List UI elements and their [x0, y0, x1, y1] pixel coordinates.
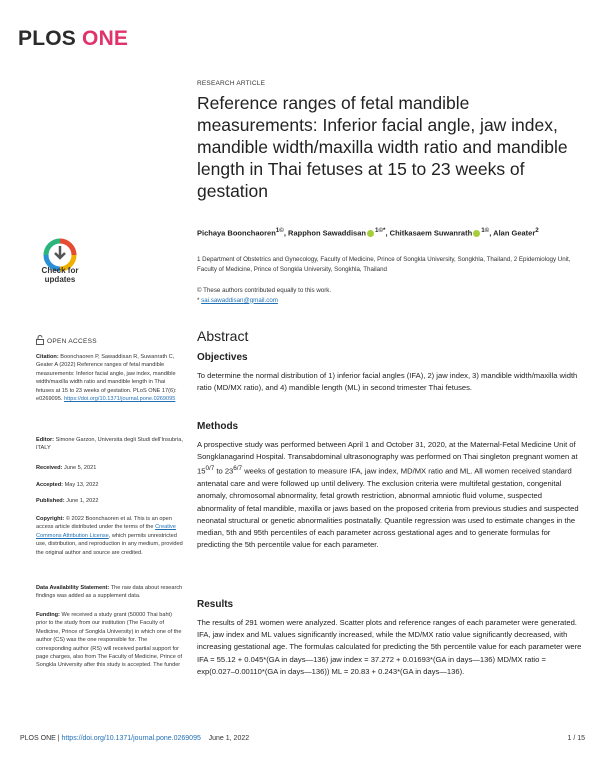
orcid-icon[interactable]	[367, 230, 374, 237]
citation-label: Citation:	[36, 354, 59, 360]
check-updates-label[interactable]	[34, 266, 86, 284]
data-availability-block	[36, 584, 184, 601]
orcid-icon[interactable]	[473, 230, 480, 237]
data-availability-label: Data Availability Statement:	[36, 585, 110, 591]
published-date: June 1, 2022	[66, 498, 99, 504]
page-footer	[20, 735, 585, 742]
author-affil-marker: 1©	[481, 227, 490, 234]
objectives-text: To determine the normal distribution of 1) inferior facial angles (IFA), 2) jaw index, 3) mandible width/maxilla width ratio (MD/MX ratio), and 4) mandible length (ML) in second trimester Thai fetuses.	[197, 371, 578, 393]
footer-journal: PLOS ONE	[20, 735, 56, 742]
open-access-label: OPEN ACCESS	[47, 338, 97, 345]
affiliations: 1 Department of Obstetrics and Gynecology, Faculty of Medicine, Prince of Songkla University, Songkhla, Thailand, 2 Epidemiology Unit, Faculty of Medicine, Prince of Songkla University, Songkhla, Thailand	[197, 256, 571, 273]
email-marker: *	[197, 296, 202, 304]
abstract-heading: Abstract	[197, 328, 249, 344]
open-lock-icon	[36, 335, 44, 345]
license-link[interactable]: Creative Commons Attribution License	[36, 524, 176, 539]
gestation-end-fraction: 6/7	[233, 465, 243, 473]
published-block	[36, 497, 184, 505]
editor-label: Editor:	[36, 437, 55, 443]
funding-block	[36, 611, 184, 670]
accepted-label: Accepted:	[36, 482, 64, 488]
citation-block	[36, 353, 184, 403]
author-name: , Chitkasaem Suwanrath	[385, 228, 473, 238]
methods-text-part1: A prospective study was performed between April 1 and October 31, 2020, at the Maternal-Fetal Medicine Unit of Songklanagarind Hospital. Transabdominal ultrasonography was performed on Thai singleton pregnant women at 15	[197, 440, 578, 476]
editor-text: Simone Garzon, Universita degli Studi dell'Insubria, ITALY	[36, 437, 183, 452]
author-affil-marker: 1©*	[374, 227, 386, 234]
funding-label: Funding:	[36, 612, 60, 618]
logo-plos: PLOS	[18, 27, 76, 50]
journal-logo[interactable]	[18, 27, 128, 51]
page-number: 1 / 15	[567, 735, 585, 742]
author-name: , Rapphon Sawaddisan	[283, 228, 366, 238]
methods-text	[197, 439, 582, 551]
results-text: The results of 291 women were analyzed. Scatter plots and reference ranges of each parameter were generated. IFA, jaw index and ML values significantly increased, while the MD/MX ratio value significantly decreased, with increasing gestational age. The formulas calculated for predicting the 5th percentile value for each parameter were IFA = 55.12 + 0.045*(GA in days—136) jaw index = 37.272 + 0.01693*(GA in days—136) MD/MX ratio = exp(0.027–0.00110*(GA in days—136)) ML = 20.83 + 0.243*(GA in days—136).	[197, 618, 582, 676]
gestation-start-fraction: 0/7	[205, 465, 215, 473]
article-type: RESEARCH ARTICLE	[197, 80, 266, 87]
copyright-block	[36, 515, 184, 557]
author-name: , Alan Geater	[489, 228, 536, 238]
check-updates-line2: updates	[44, 275, 76, 284]
editor-block	[36, 436, 184, 453]
logo-one: ONE	[82, 27, 129, 50]
methods-heading: Methods	[197, 421, 239, 432]
footer-doi-link[interactable]: https://doi.org/10.1371/journal.pone.0269095	[61, 735, 201, 742]
published-label: Published:	[36, 498, 65, 504]
author-affil-marker: 2	[535, 227, 539, 234]
copyright-text: © 2022 Boonchaoren et al. This is an open access article distributed under the terms of the	[36, 516, 172, 531]
methods-text-part2: to 23	[214, 466, 234, 476]
funding-text: We received a study grant (50000 Thai baht) prior to the study from our institution (The Faculty of Medicine, Prince of Songkla University) in which one of the author (CS) was the one responsible for. The corresponding author (RS) will received partial support for page charges, also from The Faculty of Medicine, Prince of Songkla University after this study is accepted. The funder	[36, 612, 183, 669]
received-date: June 5, 2021	[64, 465, 97, 471]
citation-doi-link[interactable]: https://doi.org/10.1371/journal.pone.0269095	[64, 396, 176, 403]
accepted-date: May 13, 2022	[64, 482, 99, 488]
received-block	[36, 464, 184, 472]
equal-contribution-note: © These authors contributed equally to this work.	[197, 287, 332, 294]
footer-date: June 1, 2022	[208, 735, 250, 742]
author-name: Pichaya Boonchaoren	[197, 228, 276, 238]
author-list	[197, 225, 577, 239]
footer-separator: |	[55, 735, 62, 742]
data-availability-text: The raw data about research findings was added as a supplement data.	[36, 585, 183, 600]
article-title: Reference ranges of fetal mandible measurements: Inferior facial angle, jaw index, mandible width/maxilla width ratio and mandible length in Thai fetuses at 15 to 23 weeks of gestation	[197, 93, 568, 201]
author-notes	[197, 286, 577, 305]
methods-text-part3: weeks of gestation to measure IFA, jaw index, MD/MX ratio and ML. All women received standard antenatal care and were followed up until delivery. The exclusion criteria were multifetal gestation, congenital anomaly, chromosomal abnormality, fetal growth restriction, abnormal amniotic fluid volume, suspected abnormality of fetal mandible, maxilla or jaws based on the proposed criteria from previous studies and suspected neonatal structural or genetic abnormalities postnatally. Quantile regression was used to estimate changes in the median, 5th and 95th percentiles of each parameter across gestational ages and to generate formulas for predicting the 5th percentile value for each parameter.	[197, 466, 579, 550]
corresponding-email-link[interactable]: sai.sawaddisan@gmail.com	[201, 296, 278, 304]
corresponding-email-line	[197, 296, 577, 306]
citation-text: Boonchaoren P, Sawaddisan R, Suwanrath C, Geater A (2022) Reference ranges of fetal mandible measurements: Inferior facial angle, jaw index, mandible width/maxilla width ratio and mandible length in Thai fetuses at 15 to 23 weeks of gestation. PLoS ONE 17(6): e0269095.	[36, 354, 177, 403]
accepted-block	[36, 481, 184, 489]
author-affil-marker: 1©	[275, 227, 284, 234]
copyright-text-continued: , which permits unrestricted use, distribution, and reproduction in any medium, provided the original author and source are credited.	[36, 532, 183, 556]
received-label: Received:	[36, 465, 63, 471]
open-access-badge	[36, 335, 97, 345]
objectives-heading: Objectives	[197, 352, 248, 363]
results-heading: Results	[197, 599, 234, 610]
copyright-label: Copyright:	[36, 516, 65, 522]
check-updates-line1: Check for	[41, 266, 79, 275]
